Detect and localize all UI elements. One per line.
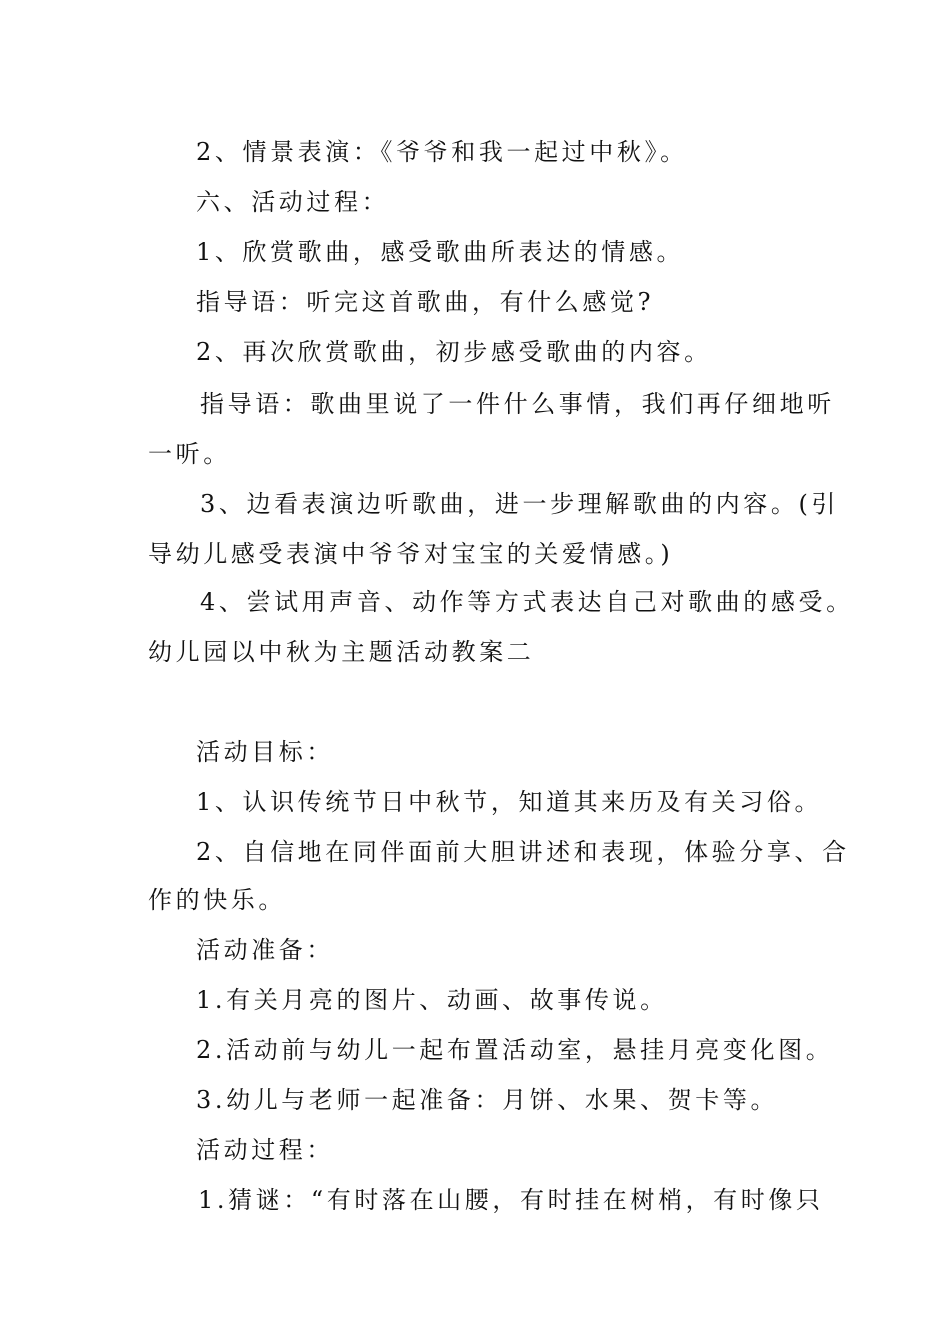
text-line: 4、尝试用声音、动作等方式表达自己对歌曲的感受。 bbox=[200, 588, 854, 616]
text-line: 活动过程： bbox=[196, 1136, 334, 1164]
text-line: 3、边看表演边听歌曲，进一步理解歌曲的内容。(引 bbox=[200, 490, 840, 518]
text-line: 1.猜谜：“有时落在山腰，有时挂在树梢，有时像只 bbox=[198, 1186, 824, 1214]
section-title: 幼儿园以中秋为主题活动教案二 bbox=[148, 638, 535, 666]
text-line: 作的快乐。 bbox=[148, 886, 286, 914]
text-line: 指导语：歌曲里说了一件什么事情，我们再仔细地听 bbox=[200, 390, 835, 418]
text-line: 一听。 bbox=[148, 440, 231, 468]
text-line: 2、再次欣赏歌曲，初步感受歌曲的内容。 bbox=[196, 338, 712, 366]
text-line: 导幼儿感受表演中爷爷对宝宝的关爱情感。) bbox=[148, 540, 674, 568]
text-line: 2.活动前与幼儿一起布置活动室，悬挂月亮变化图。 bbox=[196, 1036, 834, 1064]
text-line: 1.有关月亮的图片、动画、故事传说。 bbox=[196, 986, 668, 1014]
text-line: 六、活动过程： bbox=[196, 188, 390, 216]
text-line: 3.幼儿与老师一起准备：月饼、水果、贺卡等。 bbox=[196, 1086, 779, 1114]
text-line: 1、认识传统节日中秋节，知道其来历及有关习俗。 bbox=[196, 788, 823, 816]
text-line: 2、自信地在同伴面前大胆讲述和表现，体验分享、合 bbox=[196, 838, 850, 866]
text-line: 指导语：听完这首歌曲，有什么感觉? bbox=[196, 288, 655, 316]
text-line: 活动准备： bbox=[196, 936, 334, 964]
text-line: 活动目标： bbox=[196, 738, 334, 766]
text-line: 2、情景表演：《爷爷和我一起过中秋》。 bbox=[196, 138, 688, 166]
text-line: 1、欣赏歌曲，感受歌曲所表达的情感。 bbox=[196, 238, 685, 266]
